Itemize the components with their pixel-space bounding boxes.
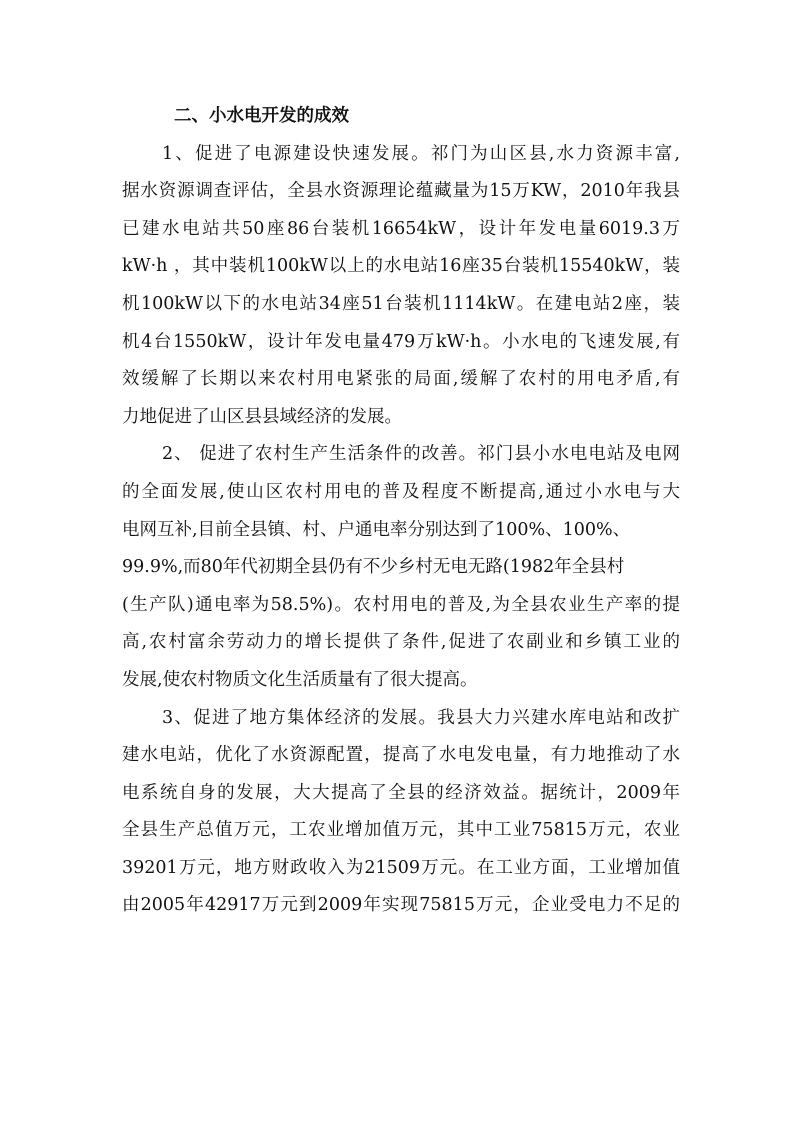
text-line: 建水电站，优化了水资源配置，提高了水电发电量，有力地推动了水 [122,745,680,766]
text-line: 发展,使农村物质文化生活质量有了很大提高。 [122,669,478,690]
text-line: (生产队)通电率为58.5%)。农村用电的普及,为全县农业生产率的提 [122,594,680,615]
text-line: 全县生产总值万元，工农业增加值万元，其中工业75815万元，农业 [122,820,680,841]
text-line: 已建水电站共50座86台装机16654kW，设计年发电量6019.3万 [122,218,680,239]
text-line: 电网互补,目前全县镇、村、户通电率分别达到了100%、100%、 [122,519,631,540]
paragraph-1 [122,136,680,437]
text-line: 3、促进了地方集体经济的发展。我县大力兴建水库电站和改扩 [162,707,680,728]
text-line: kW·h ，其中装机100kW以上的水电站16座35台装机15540kW，装 [122,256,680,277]
paragraph-2 [122,436,680,699]
document-body [122,98,680,925]
text-line: 据水资源调查评估，全县水资源理论蕴藏量为15万KW，2010年我县 [122,181,680,202]
text-line: 机4台1550kW，设计年发电量479万kW·h。小水电的飞速发展,有 [122,331,680,352]
text-line: 99.9%,而80年代初期全县仍有不少乡村无电无路(1982年全县村 [122,557,625,578]
section-heading: 二、小水电开发的成效 [174,106,349,126]
text-line: 的全面发展,使山区农村用电的普及程度不断提高,通过小水电与大 [122,481,680,502]
text-line: 机100kW以下的水电站34座51台装机1114kW。在建电站2座，装 [122,293,680,314]
text-line: 高,农村富余劳动力的增长提供了条件,促进了农副业和乡镇工业的 [122,632,680,653]
text-line: 电系统自身的发展，大大提高了全县的经济效益。据统计，2009年 [122,782,680,803]
text-line: 效缓解了长期以来农村用电紧张的局面,缓解了农村的用电矛盾,有 [122,369,680,390]
text-line: 39201万元，地方财政收入为21509万元。在工业方面，工业增加值 [122,857,680,878]
text-line: 2、 促进了农村生产生活条件的改善。祁门县小水电电站及电网 [162,444,680,465]
paragraph-3 [122,700,680,926]
text-line: 由2005年42917万元到2009年实现75815万元，企业受电力不足的 [122,895,680,916]
text-line: 力地促进了山区县县域经济的发展。 [122,406,402,427]
text-line: 1、促进了电源建设快速发展。祁门为山区县,水力资源丰富, [162,143,680,164]
